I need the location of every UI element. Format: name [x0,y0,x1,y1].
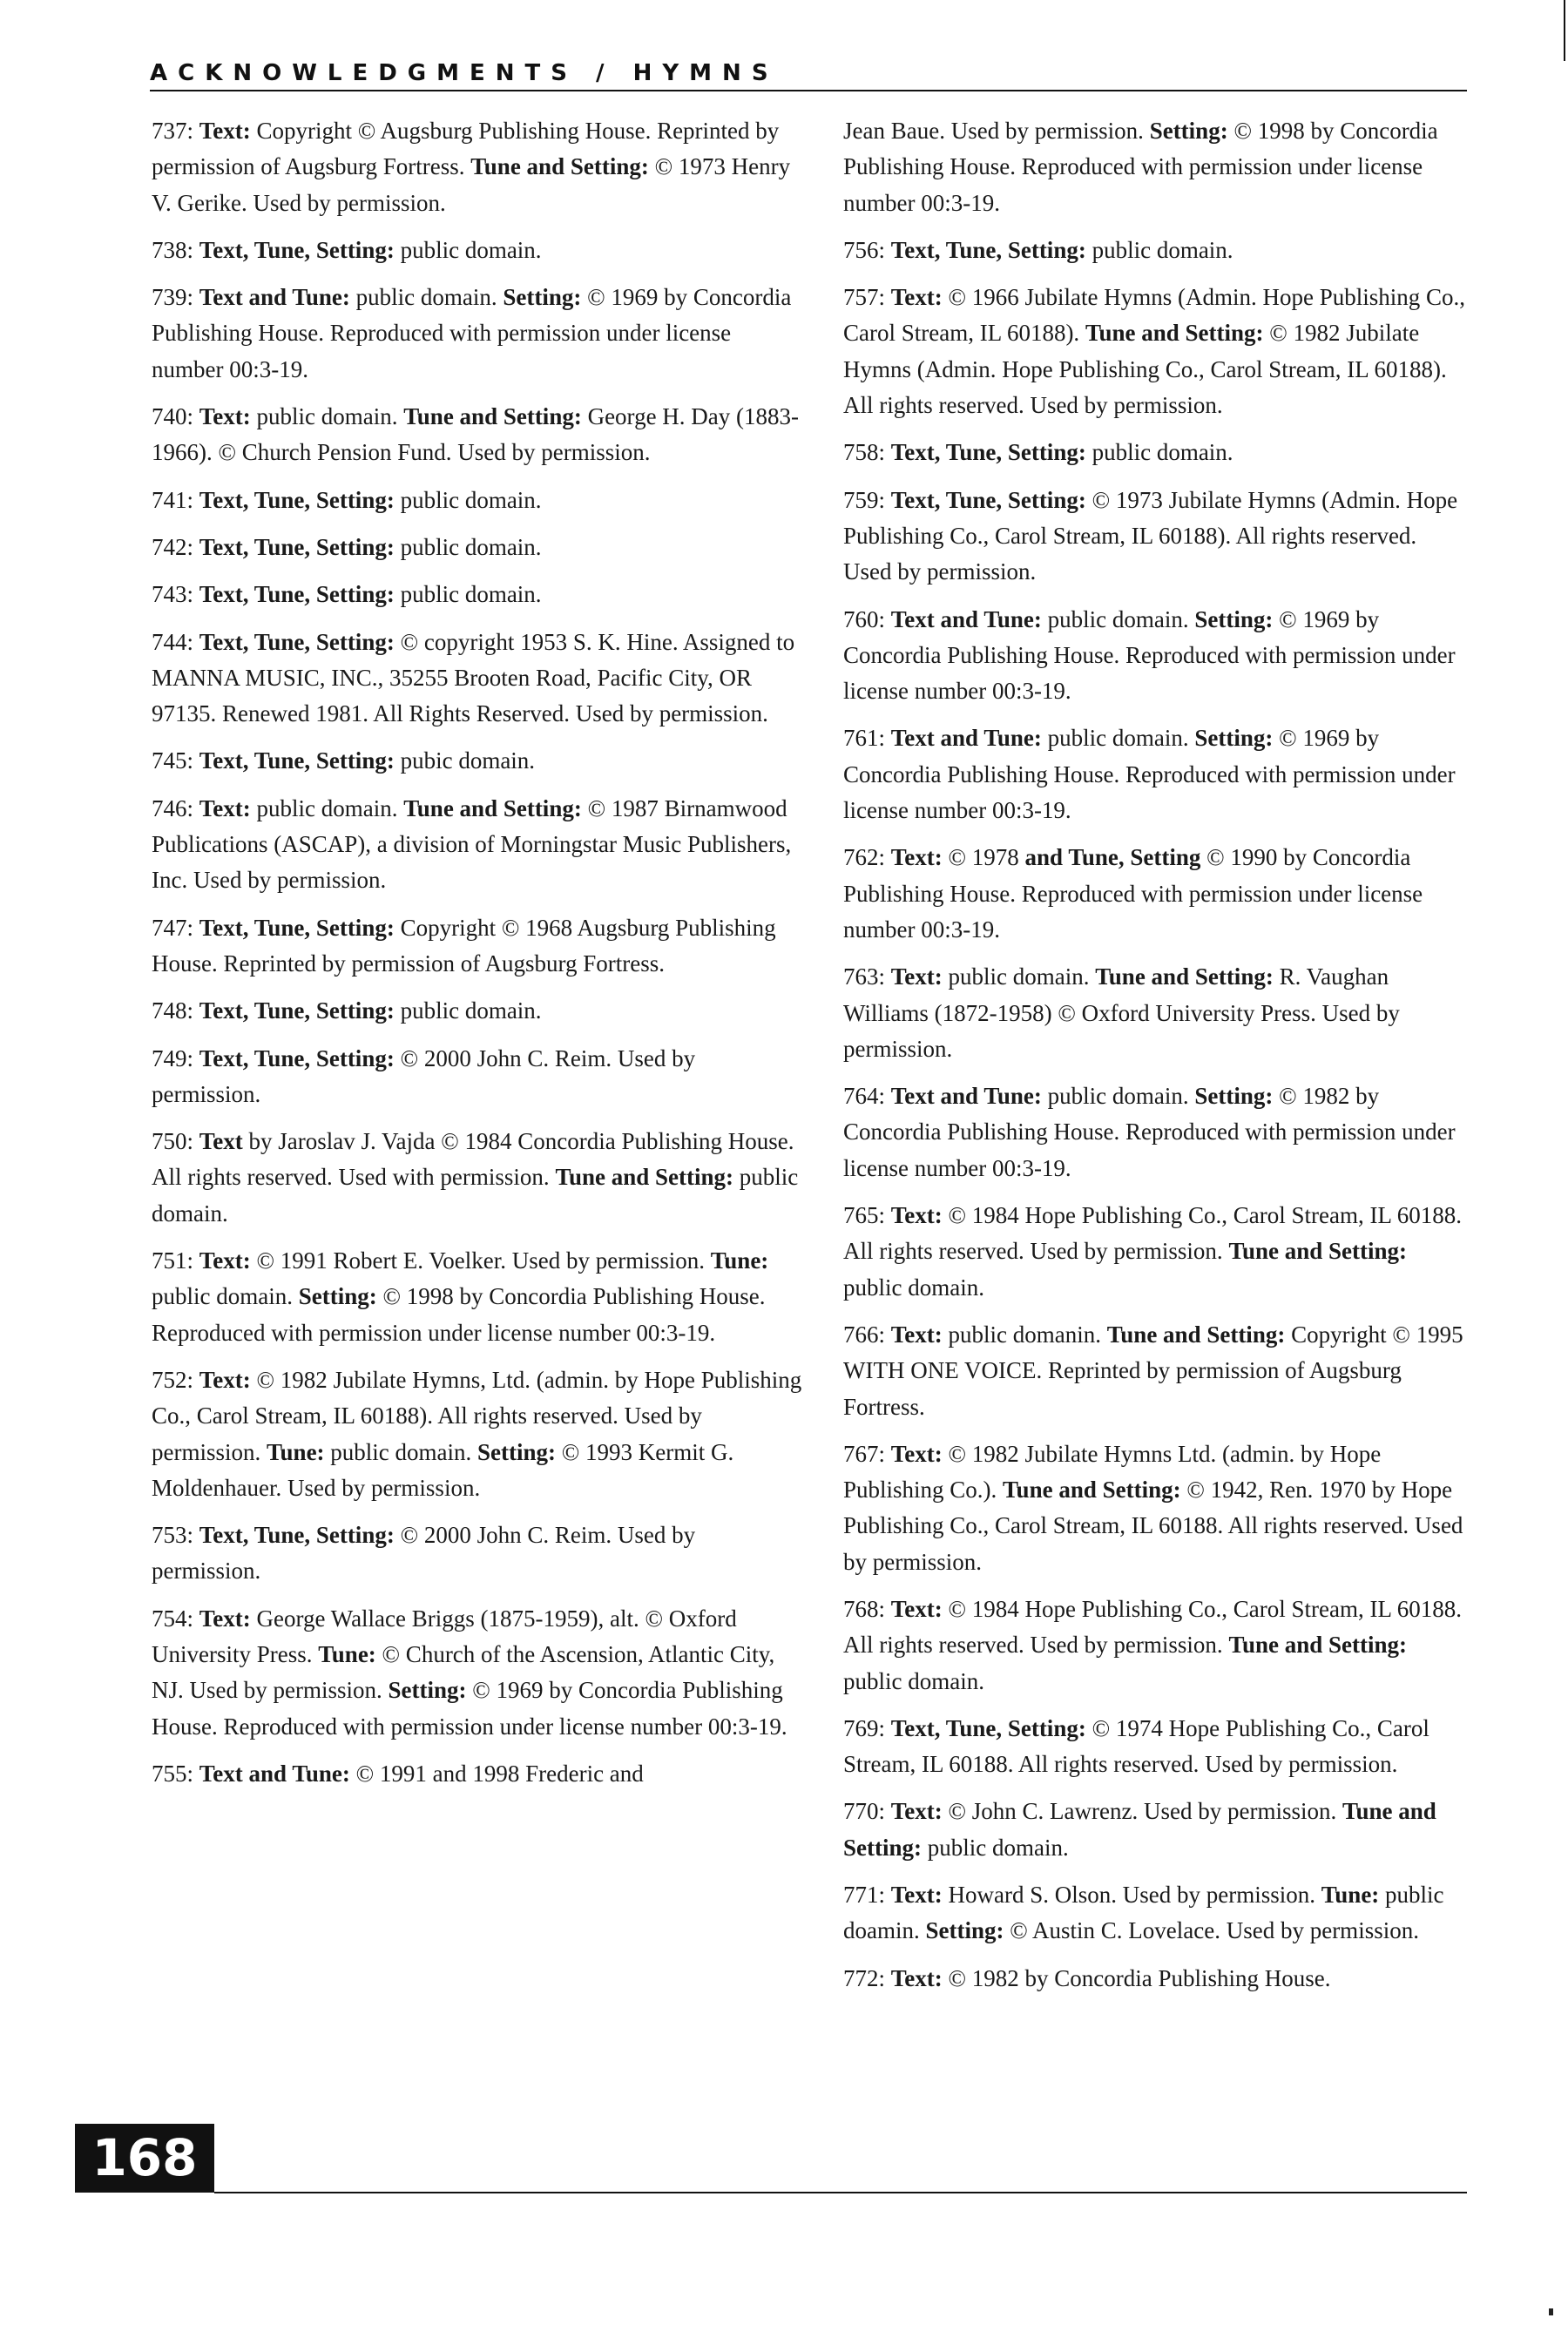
hymn-entry [152,1362,805,1506]
credit-text: public domain. [843,1274,984,1301]
hymn-number: 763: [843,963,886,990]
credit-label: Setting: [388,1677,467,1704]
credit-text: public domain. [1092,236,1233,263]
credit-text: public domain. [927,1834,1069,1861]
credit-text: public domain. [1047,1083,1189,1110]
credit-label: Text, Tune, Setting: [199,747,395,774]
credit-text: © 1974 Hope Publishing Co., Carol Stream, IL 60188. All rights reserved. Used by permission. [843,1714,1429,1778]
credit-text: © 1978 [948,844,1019,871]
hymn-entry [152,530,805,565]
credit-text: © 1987 Birnamwood Publications (ASCAP), a division of Morningstar Music Publishers, Inc. Used by permission. [152,794,792,894]
credit-text: © 1942, Ren. 1970 by Hope Publishing Co., Carol Stream, IL 60188. All rights reserved. Used by permission. [843,1477,1463,1575]
credit-label: Text: [890,284,943,311]
credit-text: public domain. [400,486,542,513]
hymn-number: 753: [152,1522,194,1549]
credit-label: Text [199,1128,243,1155]
credit-text: © 1969 by Concordia Publishing House. Reproduced with permission under license number 00:3-19. [843,605,1456,705]
hymn-entry [843,1961,1470,1997]
credit-label: Text: [199,1247,251,1274]
credit-label: Text: [890,1202,943,1229]
credit-text: Howard S. Olson. Used by permission. [948,1882,1315,1909]
right-column [843,113,1470,2117]
credit-label: Text and Tune: [199,1760,350,1787]
credit-text: © 1966 Jubilate Hymns (Admin. Hope Publishing Co., Carol Stream, IL 60188). [843,284,1466,347]
hymn-number: 760: [843,605,886,632]
hymn-entry [843,113,1470,221]
credit-label: Text: [199,1366,251,1393]
hymn-number: 742: [152,533,194,560]
credit-text: © 1982 by Concordia Publishing House. [948,1964,1331,1991]
credit-text: © 1969 by Concordia Publishing House. Reproduced with permission under license number 00:3-19. [843,725,1456,824]
hymn-entry [152,1041,805,1113]
hymn-entry [152,233,805,268]
credit-label: Text: [199,118,251,144]
credit-label: Text, Tune, Setting: [199,533,395,560]
credit-text: public domain. [948,963,1090,990]
credit-text: © 2000 John C. Reim. Used by permission. [152,1522,696,1585]
credit-label: Setting: [1194,1083,1274,1110]
page-number: 168 [91,2128,198,2187]
hymn-number: 767: [843,1440,886,1467]
hymn-entry [843,720,1470,828]
hymn-number: 744: [152,628,194,655]
credit-text: public domain. [330,1438,472,1465]
hymn-number: 749: [152,1044,194,1071]
credit-text: public domain. [1047,605,1189,632]
hymn-number: 768: [843,1595,886,1622]
credit-label: Tune and Setting: [1106,1321,1286,1348]
credit-label: Text: [890,1882,943,1909]
hymn-number: 765: [843,1202,886,1229]
hymn-entry [843,280,1470,423]
hymn-entry [152,1601,805,1745]
credit-label: Text and Tune: [890,605,1042,632]
hymn-entry [843,1198,1470,1306]
credit-text: public domain. [355,284,497,311]
hymn-entry [152,1517,805,1590]
hymn-number: 752: [152,1366,194,1393]
credit-label: Text, Tune, Setting: [890,486,1086,513]
credit-label: Text, Tune, Setting: [199,1522,395,1549]
credit-text: © 1982 by Concordia Publishing House. Reproduced with permission under license number 00:3-19. [843,1083,1456,1181]
hymn-entry [152,577,805,612]
hymn-entry [843,1711,1470,1783]
hymn-number: 769: [843,1714,886,1741]
hymn-entry [152,399,805,471]
credit-label: Text, Tune, Setting: [199,581,395,608]
credit-label: Tune and Setting: [1228,1632,1408,1659]
credit-text: public domain. [152,1283,293,1310]
credit-text: © 1982 Jubilate Hymns, Ltd. (admin. by Hope Publishing Co., Carol Stream, IL 60188). All rights reserved. Used by permission. [152,1366,802,1465]
hymn-number: 771: [843,1882,886,1909]
credit-text: © 1991 and 1998 Frederic and [355,1760,644,1787]
credit-text: © Austin C. Lovelace. Used by permission. [1010,1917,1419,1944]
hymn-entry [843,435,1470,470]
credit-label: Text: [890,1595,943,1622]
credit-label: Text: [199,1605,251,1632]
hymn-entry [152,743,805,779]
credit-text: Copyright © 1995 WITH ONE VOICE. Reprinted by permission of Augsburg Fortress. [843,1321,1463,1420]
credit-text: © 1993 Kermit G. Moldenhauer. Used by permission. [152,1438,734,1501]
credit-label: Text, Tune, Setting: [199,997,395,1024]
credit-text: George Wallace Briggs (1875-1959), alt. © Oxford University Press. [152,1605,737,1667]
credit-text: public domain. [400,236,542,263]
hymn-entry [843,1078,1470,1186]
credit-label: Tune: [1321,1882,1380,1909]
credit-label: Text, Tune, Setting: [890,236,1086,263]
credit-text: public domanin. [948,1321,1101,1348]
credit-text: © 1982 Jubilate Hymns (Admin. Hope Publishing Co., Carol Stream, IL 60188). All rights reserved. Used by permission. [843,320,1447,419]
credit-text: © 1969 by Concordia Publishing House. Reproduced with permission under license number 00:3-19. [152,1677,787,1740]
credit-label: Setting: [503,284,582,311]
credit-text: public domain. [256,403,398,430]
credit-label: Text, Tune, Setting: [890,1714,1086,1741]
hymn-entry [843,1317,1470,1425]
credit-text: © 1990 by Concordia Publishing House. Reproduced with permission under license number 00:3-19. [843,844,1423,943]
credit-text: public domain. [1092,439,1233,466]
hymn-number: 761: [843,725,886,752]
credit-text: public domain. [152,1164,799,1227]
credit-label: Setting: [1194,605,1274,632]
credit-text: public doamin. [843,1882,1444,1944]
credit-label: Tune and Setting: [1085,320,1264,347]
header-rule [150,90,1467,91]
credit-text: Copyright © 1968 Augsburg Publishing House. Reprinted by permission of Augsburg Fortress. [152,914,776,977]
hymn-number: 747: [152,914,194,941]
credit-label: Setting: [925,1917,1004,1944]
hymn-entry [152,1756,805,1792]
credit-label: Text: [890,844,943,871]
credit-label: Text and Tune: [890,1083,1042,1110]
hymn-number: 764: [843,1083,886,1110]
credit-text: © 1973 Jubilate Hymns (Admin. Hope Publishing Co., Carol Stream, IL 60188). All rights reserved. Used by permission. [843,486,1458,585]
hymn-number: 755: [152,1760,194,1787]
page-number-box [75,2124,214,2193]
credit-text: © Church of the Ascension, Atlantic City, NJ. Used by permission. [152,1640,775,1704]
credit-label: Tune and Setting: [1095,963,1274,990]
credit-label: Tune and Setting: [843,1798,1436,1861]
hymn-entry [843,602,1470,710]
hymn-entry [152,1243,805,1351]
hymn-entry [152,993,805,1029]
credit-text: public domain. [400,997,542,1024]
page-edge-mark [1564,0,1565,61]
credit-label: Tune and Setting: [1003,1477,1181,1504]
hymn-entry [152,625,805,733]
credit-label: Text: [890,1964,943,1991]
footer-rule [214,2192,1467,2193]
credit-label: Tune and Setting: [403,403,582,430]
hymn-number: 772: [843,1964,886,1991]
hymn-number: 766: [843,1321,886,1348]
hymn-entry [843,840,1470,948]
credit-label: Text and Tune: [199,284,350,311]
scan-mark [1549,2308,1553,2315]
credit-text: © 1973 Henry V. Gerike. Used by permission. [152,153,791,216]
credit-text: © 1969 by Concordia Publishing House. Reproduced with permission under license number 00:3-19. [152,284,792,382]
credit-label: Text, Tune, Setting: [199,236,395,263]
credit-label: Text, Tune, Setting: [199,914,395,941]
hymn-entry [843,959,1470,1067]
credit-label: Text: [890,963,943,990]
credit-text: public domain. [1047,725,1189,752]
hymn-entry [843,1877,1470,1950]
hymn-number: 756: [843,236,886,263]
hymn-number: 743: [152,581,194,608]
hymn-entry [843,483,1470,591]
credit-text: © 2000 John C. Reim. Used by permission. [152,1044,696,1107]
credit-label: Text: [199,794,251,821]
left-column [152,113,805,2117]
hymn-number: 758: [843,439,886,466]
credit-text: public domain. [843,1667,984,1694]
hymn-entry [152,910,805,983]
credit-label: Setting: [298,1283,377,1310]
hymn-number: 759: [843,486,886,513]
hymn-entry [843,1794,1470,1866]
credit-label: Tune: [318,1640,376,1667]
credit-label: Text, Tune, Setting: [890,439,1086,466]
hymn-entry [152,483,805,518]
hymn-number: 741: [152,486,194,513]
credit-text: © 1991 Robert E. Voelker. Used by permission. [256,1247,705,1274]
credit-label: Tune: [710,1247,769,1274]
credit-label: Text, Tune, Setting: [199,628,395,655]
credit-label: Text: [890,1440,943,1467]
hymn-number: 739: [152,284,194,311]
running-header: ACKNOWLEDGMENTS / HYMNS [150,60,779,86]
credit-label: Text: [890,1321,943,1348]
credit-label: Setting: [1149,118,1228,144]
credit-text: public domain. [256,794,398,821]
hymn-number: 746: [152,794,194,821]
credit-text: © 1984 Hope Publishing Co., Carol Stream, IL 60188. All rights reserved. Used by permission. [843,1202,1462,1265]
hymn-entry [152,113,805,221]
hymn-number: 751: [152,1247,194,1274]
credit-text: R. Vaughan Williams (1872-1958) © Oxford University Press. Used by permission. [843,963,1400,1062]
credit-text: © copyright 1953 S. K. Hine. Assigned to MANNA MUSIC, INC., 35255 Brooten Road, Pacific City, OR 97135. Renewed 1981. All Rights Reserved. Used by permission. [152,628,795,727]
credit-label: Text: [890,1798,943,1825]
hymn-entry [152,1124,805,1232]
credit-label: and Tune, Setting [1024,844,1201,871]
credit-label: Tune: [267,1438,325,1465]
hymn-number: 745: [152,747,194,774]
hymn-number: 750: [152,1128,194,1155]
credit-text: pubic domain. [400,747,536,774]
credit-text: © John C. Lawrenz. Used by permission. [948,1798,1337,1825]
credit-label: Text: [199,403,251,430]
hymn-number: 754: [152,1605,194,1632]
credit-label: Tune and Setting: [470,153,649,180]
credit-text: © 1998 by Concordia Publishing House. Reproduced with permission under license number 00:3-19. [843,118,1438,216]
hymn-entry [152,791,805,899]
credit-text: public domain. [400,581,542,608]
credit-text: Jean Baue. Used by permission. [843,118,1144,144]
credit-label: Tune and Setting: [555,1164,734,1191]
credit-text: by Jaroslav J. Vajda © 1984 Concordia Publishing House. All rights reserved. Used with permission. [152,1128,794,1191]
credit-label: Setting: [477,1438,557,1465]
credit-text: George H. Day (1883-1966). © Church Pension Fund. Used by permission. [152,403,800,466]
hymn-number: 737: [152,118,194,144]
hymn-number: 748: [152,997,194,1024]
credit-label: Tune and Setting: [1228,1238,1408,1265]
hymn-number: 738: [152,236,194,263]
credit-label: Text, Tune, Setting: [199,486,395,513]
hymn-number: 762: [843,844,886,871]
hymn-entry [843,1592,1470,1700]
credit-text: © 1998 by Concordia Publishing House. Reproduced with permission under license number 00:3-19. [152,1283,766,1346]
credit-label: Tune and Setting: [403,794,582,821]
credit-text: Copyright © Augsburg Publishing House. Reprinted by permission of Augsburg Fortress. [152,118,780,180]
hymn-entry [843,1436,1470,1580]
credit-text: public domain. [400,533,542,560]
credit-label: Text, Tune, Setting: [199,1044,395,1071]
hymn-entry [843,233,1470,268]
hymn-number: 770: [843,1798,886,1825]
hymn-number: 757: [843,284,886,311]
hymn-number: 740: [152,403,194,430]
credit-text: © 1984 Hope Publishing Co., Carol Stream, IL 60188. All rights reserved. Used by permission. [843,1595,1462,1659]
credit-label: Setting: [1194,725,1274,752]
credit-label: Text and Tune: [890,725,1042,752]
credit-text: © 1982 Jubilate Hymns Ltd. (admin. by Hope Publishing Co.). [843,1440,1382,1504]
hymn-entry [152,280,805,388]
